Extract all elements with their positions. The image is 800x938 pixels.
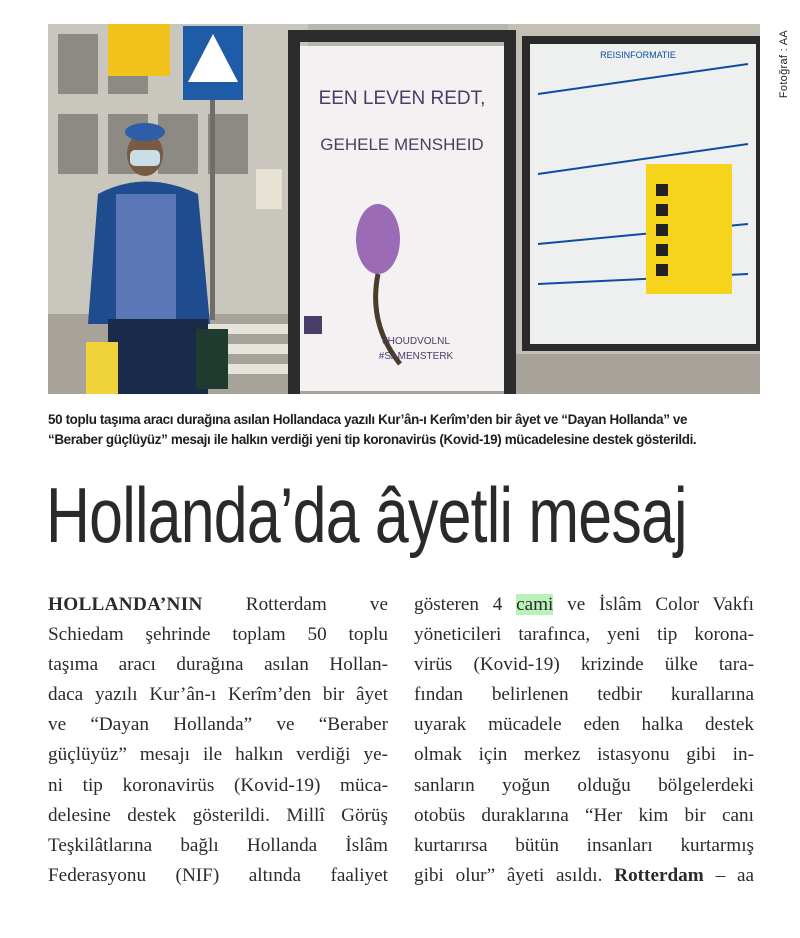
article-line: taşıma aracı durağına asılan Hollan- [48,654,388,676]
article-line: delesine destek gösterildi. Millî Görüş [48,804,388,826]
article-line: virüs (Kovid-19) krizinde ülke tara- [414,654,754,676]
news-photo [48,24,760,394]
article-line: uyarak mücadele eden halka destek [414,714,754,736]
article-text: gibi olur” âyeti asıldı. [414,864,603,886]
article-text: Rotterdam ve [245,594,389,615]
article-line: sanların yoğun olduğu bölgelerdeki [414,774,754,796]
poster-hashtag-2: #SAMENSTERK [378,351,454,362]
poster-hashtag-1: #HOUDVOLNL [382,336,450,347]
article-line: ve “Dayan Hollanda” ve “Beraber [48,714,388,736]
article-line [48,590,388,620]
poster-line-2: GEHELE MENSHEID [320,135,484,154]
article-text: – aa [715,864,755,886]
article-line: otobüs duraklarına “Her kim bir canı [414,804,754,826]
caption-line-1: 50 toplu taşıma aracı durağına asılan Hollandaca yazılı Kur’ân-ı Kerîm’den bir âyet ve “Dayan Hollanda” ve [48,412,688,427]
article-column-left [48,590,388,891]
article-text: ve İslâm Color Vakfı [567,594,755,615]
bus-stop-illustration [48,24,760,394]
article-line: Schiedam şehrinde toplam 50 toplu [48,624,388,646]
article-line: kurtarırsa bütün insanları kurtarmış [414,834,754,856]
photo-caption [48,410,760,450]
article-line: güçlüyüz” mesajı ile halkın verdiği ye- [48,744,388,766]
article-line [414,861,754,891]
article-line: fından belirlenen tedbir kurallarına [414,684,754,706]
info-board-title: REISINFORMATIE [600,50,676,60]
article-line: olmak için merkez istasyonu gibi in- [414,744,754,766]
dateline: Rotterdam [614,864,704,886]
poster-line-1: EEN LEVEN REDT, [318,88,486,109]
article-line: Teşkilâtlarına bağlı Hollanda İslâm [48,834,388,856]
article-line [414,590,754,620]
caption-line-2: “Beraber güçlüyüz” mesajı ile halkın verdiği yeni tip koronavirüs (Kovid-19) mücadelesine destek gösterildi. [48,432,697,447]
article-lead: HOLLANDA’NIN [48,594,203,615]
article-line: ni tip koronavirüs (Kovid-19) müca- [48,774,388,796]
article-column-right [414,590,754,891]
article-line: yöneticileri tarafınca, yeni tip korona- [414,624,754,646]
article-line: daca yazılı Kur’ân-ı Kerîm’den bir âyet [48,684,388,706]
photo-credit: Fotoğraf : AA [778,30,790,99]
headline: Hollanda’da âyetli mesaj [46,471,687,559]
article-line: Federasyonu (NIF) altında faaliyet [48,864,388,886]
highlighted-word: cami [516,594,554,615]
article-text: gösteren 4 [414,594,503,615]
